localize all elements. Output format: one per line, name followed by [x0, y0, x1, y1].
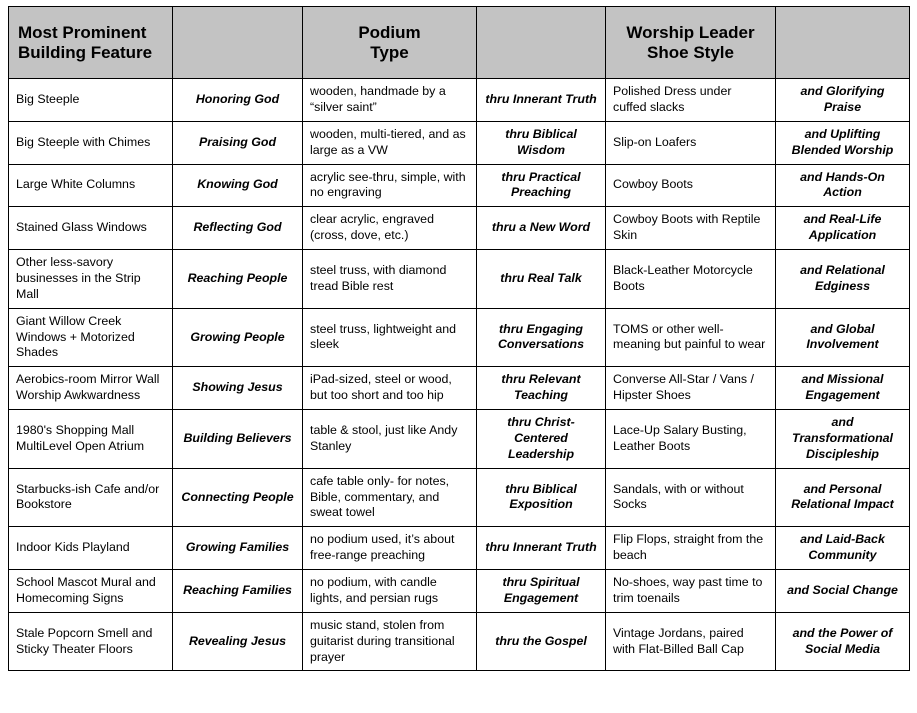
cell-mission_phrase: Connecting People — [173, 468, 303, 527]
cell-thru_phrase: thru Biblical Exposition — [477, 468, 606, 527]
cell-building_feature: Giant Willow Creek Windows + Motorized Shades — [9, 308, 173, 367]
column-header-line: Type — [370, 42, 409, 62]
table-row — [9, 570, 910, 613]
cell-and_phrase: and Uplifting Blended Worship — [776, 121, 910, 164]
cell-mission_phrase: Growing Families — [173, 527, 303, 570]
cell-thru_phrase: thru Real Talk — [477, 250, 606, 309]
cell-shoe_style: Converse All-Star / Vans / Hipster Shoes — [606, 367, 776, 410]
table-row — [9, 410, 910, 469]
table-row — [9, 207, 910, 250]
cell-mission_phrase: Knowing God — [173, 164, 303, 207]
cell-mission_phrase: Reaching Families — [173, 570, 303, 613]
cell-mission_phrase: Building Believers — [173, 410, 303, 469]
cell-shoe_style: TOMS or other well-meaning but painful to wear — [606, 308, 776, 367]
cell-and_phrase: and the Power of Social Media — [776, 612, 910, 671]
cell-mission_phrase: Showing Jesus — [173, 367, 303, 410]
cell-and_phrase: and Missional Engagement — [776, 367, 910, 410]
column-header-line: Worship Leader — [626, 22, 755, 42]
cell-podium_type: wooden, handmade by a “silver saint” — [303, 79, 477, 122]
cell-and_phrase: and Social Change — [776, 570, 910, 613]
cell-mission_phrase: Revealing Jesus — [173, 612, 303, 671]
cell-and_phrase: and Real-Life Application — [776, 207, 910, 250]
column-header-line: Shoe Style — [647, 42, 734, 62]
cell-thru_phrase: thru Biblical Wisdom — [477, 121, 606, 164]
cell-mission_phrase: Reaching People — [173, 250, 303, 309]
cell-and_phrase: and Transformational Discipleship — [776, 410, 910, 469]
cell-podium_type: music stand, stolen from guitarist during transitional prayer — [303, 612, 477, 671]
cell-and_phrase: and Laid-Back Community — [776, 527, 910, 570]
table-row — [9, 468, 910, 527]
cell-mission_phrase: Growing People — [173, 308, 303, 367]
cell-shoe_style: Flip Flops, straight from the beach — [606, 527, 776, 570]
table-row — [9, 164, 910, 207]
cell-thru_phrase: thru the Gospel — [477, 612, 606, 671]
column-header-line: Most Prominent — [18, 22, 147, 42]
cell-podium_type: wooden, multi-tiered, and as large as a VW — [303, 121, 477, 164]
cell-and_phrase: and Relational Edginess — [776, 250, 910, 309]
cell-building_feature: Large White Columns — [9, 164, 173, 207]
cell-thru_phrase: thru a New Word — [477, 207, 606, 250]
cell-shoe_style: Vintage Jordans, paired with Flat-Billed Ball Cap — [606, 612, 776, 671]
cell-podium_type: steel truss, lightweight and sleek — [303, 308, 477, 367]
column-header-shoe-style — [606, 7, 776, 79]
table-row — [9, 367, 910, 410]
cell-and_phrase: and Personal Relational Impact — [776, 468, 910, 527]
cell-podium_type: clear acrylic, engraved (cross, dove, etc.) — [303, 207, 477, 250]
cell-thru_phrase: thru Innerant Truth — [477, 527, 606, 570]
table-row — [9, 121, 910, 164]
table-body — [9, 79, 910, 671]
cell-building_feature: Starbucks-ish Cafe and/or Bookstore — [9, 468, 173, 527]
cell-thru_phrase: thru Practical Preaching — [477, 164, 606, 207]
cell-shoe_style: Black-Leather Motorcycle Boots — [606, 250, 776, 309]
table-header — [9, 7, 910, 79]
cell-mission_phrase: Praising God — [173, 121, 303, 164]
cell-podium_type: acrylic see-thru, simple, with no engraving — [303, 164, 477, 207]
cell-podium_type: iPad-sized, steel or wood, but too short and too hip — [303, 367, 477, 410]
column-header-and-phrase — [776, 7, 910, 79]
cell-thru_phrase: thru Spiritual Engagement — [477, 570, 606, 613]
cell-and_phrase: and Global Involvement — [776, 308, 910, 367]
cell-shoe_style: Polished Dress under cuffed slacks — [606, 79, 776, 122]
cell-shoe_style: Sandals, with or without Socks — [606, 468, 776, 527]
column-header-line: Podium — [358, 22, 421, 42]
cell-and_phrase: and Hands-On Action — [776, 164, 910, 207]
column-header-mission-phrase — [173, 7, 303, 79]
cell-podium_type: cafe table only- for notes, Bible, commentary, and sweat towel — [303, 468, 477, 527]
cell-building_feature: Big Steeple with Chimes — [9, 121, 173, 164]
comparison-matrix-table — [8, 6, 910, 671]
table-header-row — [9, 7, 910, 79]
cell-mission_phrase: Reflecting God — [173, 207, 303, 250]
cell-thru_phrase: thru Innerant Truth — [477, 79, 606, 122]
table-row — [9, 527, 910, 570]
cell-building_feature: Stale Popcorn Smell and Sticky Theater Floors — [9, 612, 173, 671]
table-row — [9, 79, 910, 122]
column-header-line: Building Feature — [18, 42, 153, 62]
cell-shoe_style: Slip-on Loafers — [606, 121, 776, 164]
cell-podium_type: table & stool, just like Andy Stanley — [303, 410, 477, 469]
cell-building_feature: Indoor Kids Playland — [9, 527, 173, 570]
column-header-podium-type — [303, 7, 477, 79]
cell-building_feature: Big Steeple — [9, 79, 173, 122]
cell-shoe_style: Lace-Up Salary Busting, Leather Boots — [606, 410, 776, 469]
cell-podium_type: no podium used, it’s about free-range preaching — [303, 527, 477, 570]
column-header-thru-phrase — [477, 7, 606, 79]
cell-shoe_style: No-shoes, way past time to trim toenails — [606, 570, 776, 613]
cell-shoe_style: Cowboy Boots — [606, 164, 776, 207]
cell-building_feature: Other less-savory businesses in the Strip Mall — [9, 250, 173, 309]
cell-shoe_style: Cowboy Boots with Reptile Skin — [606, 207, 776, 250]
cell-building_feature: Aerobics-room Mirror Wall Worship Awkwardness — [9, 367, 173, 410]
cell-thru_phrase: thru Engaging Conversations — [477, 308, 606, 367]
table-row — [9, 612, 910, 671]
cell-building_feature: School Mascot Mural and Homecoming Signs — [9, 570, 173, 613]
cell-podium_type: no podium, with candle lights, and persian rugs — [303, 570, 477, 613]
table-row — [9, 250, 910, 309]
cell-thru_phrase: thru Christ-Centered Leadership — [477, 410, 606, 469]
cell-mission_phrase: Honoring God — [173, 79, 303, 122]
cell-building_feature: Stained Glass Windows — [9, 207, 173, 250]
cell-and_phrase: and Glorifying Praise — [776, 79, 910, 122]
cell-podium_type: steel truss, with diamond tread Bible rest — [303, 250, 477, 309]
cell-thru_phrase: thru Relevant Teaching — [477, 367, 606, 410]
table-row — [9, 308, 910, 367]
column-header-building-feature — [9, 7, 173, 79]
cell-building_feature: 1980's Shopping Mall MultiLevel Open Atrium — [9, 410, 173, 469]
